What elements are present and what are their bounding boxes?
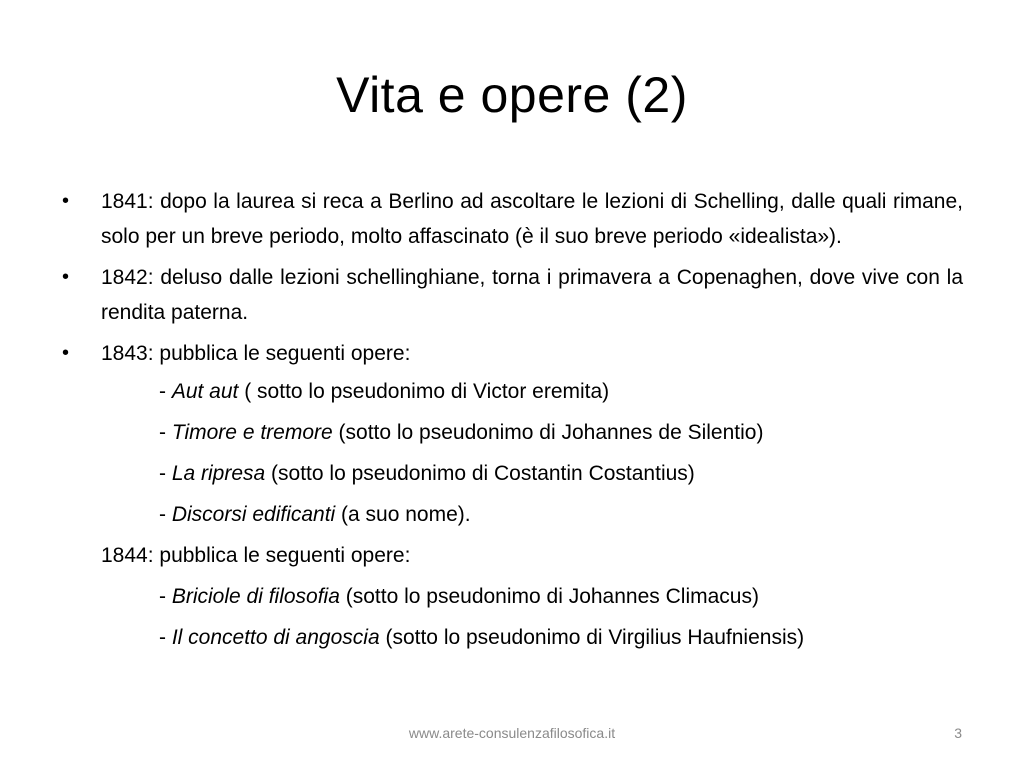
bullet-item bbox=[62, 260, 963, 330]
page-number: 3 bbox=[954, 725, 962, 741]
work-item-1843: - Discorsi edificanti (a suo nome). bbox=[159, 503, 471, 526]
work-item-1844: - Il concetto di angoscia (sotto lo pseudonimo di Virgilius Haufniensis) bbox=[159, 626, 805, 649]
bullet-text: 1841: dopo la laurea si reca a Berlino ad ascoltare le lezioni di Schelling, dalle quali rimane, solo per un breve periodo, molto affascinato (è il suo breve periodo «idealista»). bbox=[101, 190, 963, 248]
footer-url: www.arete-consulenzafilosofica.it bbox=[408, 725, 616, 741]
bullet-item bbox=[62, 184, 963, 254]
work-item-1843: - Timore e tremore (sotto lo pseudonimo di Johannes de Silentio) bbox=[159, 421, 764, 444]
bullet-dot-icon: • bbox=[62, 190, 70, 212]
work-title: Il concetto di angoscia bbox=[171, 626, 380, 649]
bullet-dot-icon: • bbox=[62, 266, 70, 288]
work-item-1843: - La ripresa (sotto lo pseudonimo di Costantin Costantius) bbox=[159, 462, 695, 485]
bullet-text: 1843: pubblica le seguenti opere: bbox=[101, 342, 411, 365]
bullet-item bbox=[62, 336, 963, 371]
work-item-1844: - Briciole di filosofia (sotto lo pseudonimo di Johannes Climacus) bbox=[159, 585, 759, 608]
work-title: Briciole di filosofia bbox=[171, 585, 340, 608]
slide-title: Vita e opere (2) bbox=[336, 67, 688, 123]
work-title: La ripresa bbox=[171, 462, 266, 485]
work-item-1843: - Aut aut ( sotto lo pseudonimo di Victor eremita) bbox=[159, 380, 610, 403]
work-title: Discorsi edificanti bbox=[171, 503, 336, 526]
work-title: Timore e tremore bbox=[171, 421, 333, 444]
work-title: Aut aut bbox=[171, 380, 239, 403]
slide-body bbox=[62, 184, 963, 658]
line-1844: 1844: pubblica le seguenti opere: bbox=[101, 544, 411, 567]
bullet-dot-icon: • bbox=[62, 342, 70, 364]
bullet-text: 1842: deluso dalle lezioni schellinghiane, torna i primavera a Copenaghen, dove vive con la rendita paterna. bbox=[101, 266, 963, 324]
